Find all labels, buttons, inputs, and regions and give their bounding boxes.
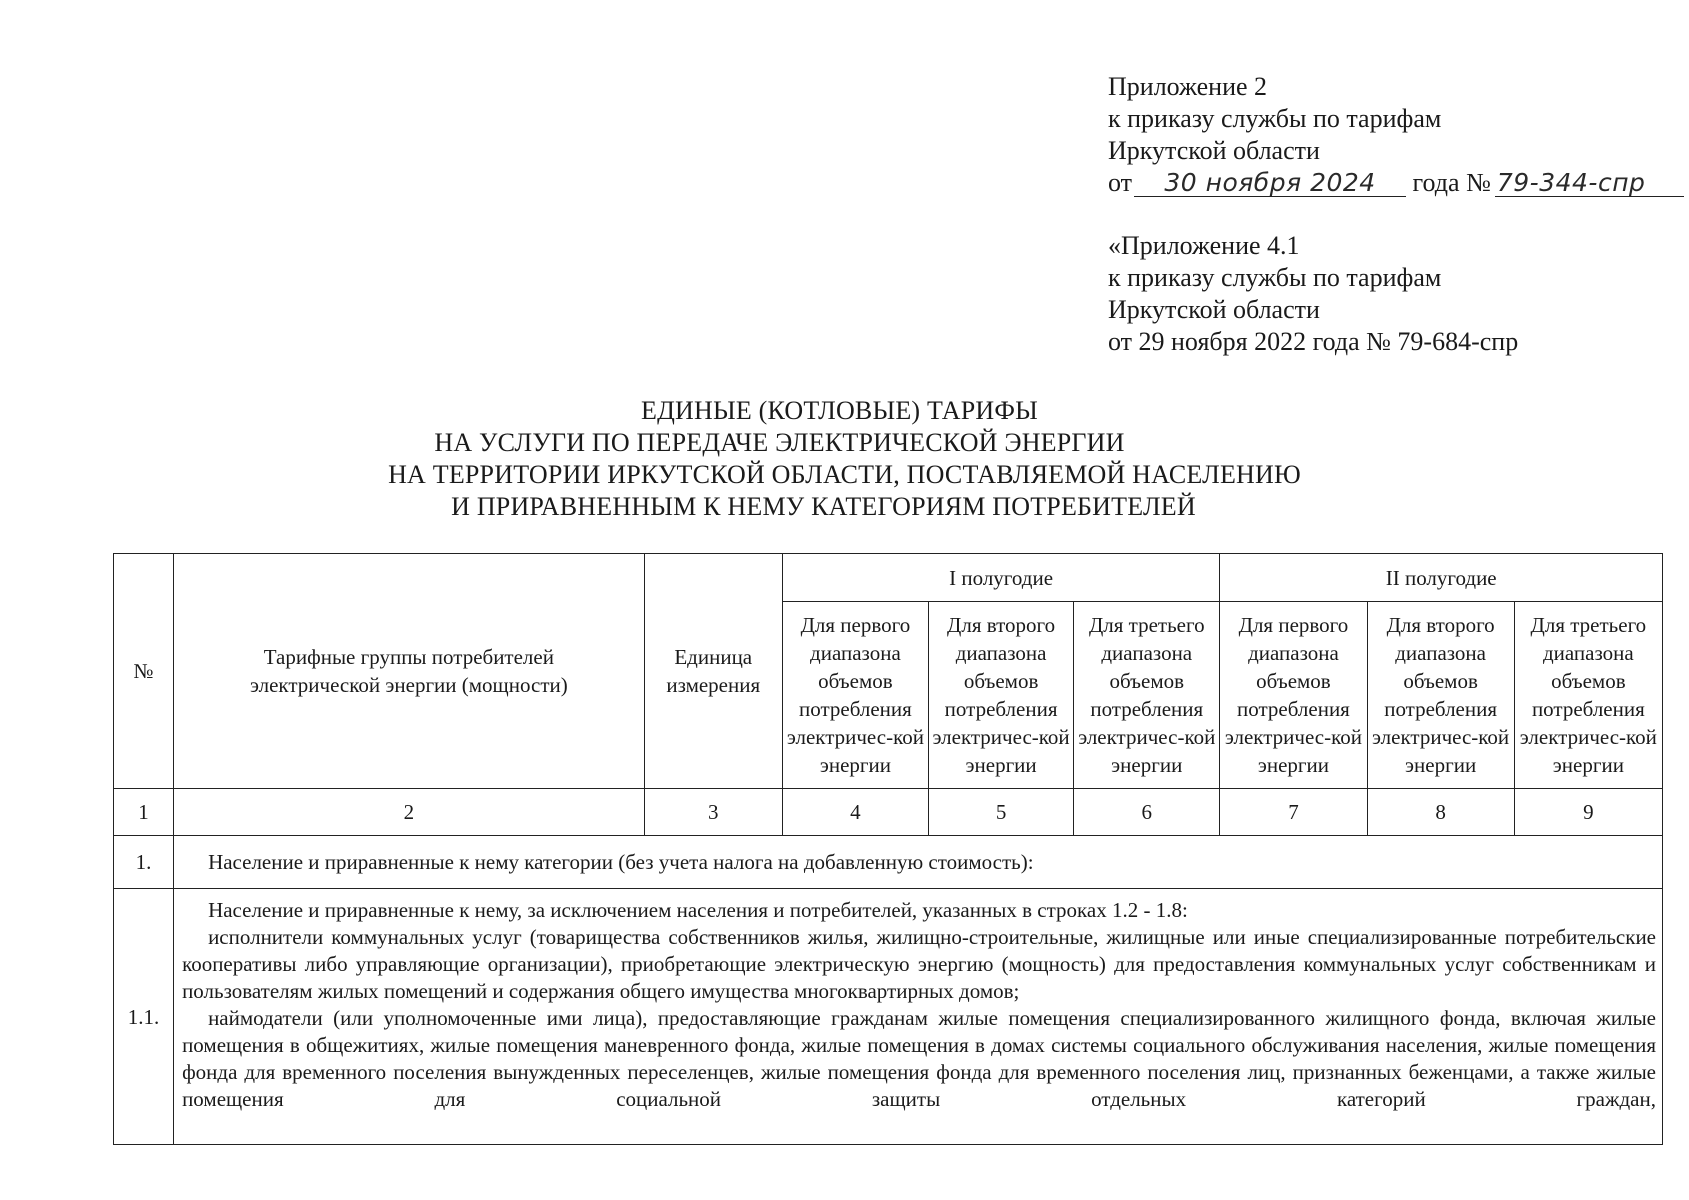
header-cell-h1-range-1: Для первого диапазона объемов потребления электричес-кой энергии (782, 602, 928, 789)
column-number: 2 (174, 789, 645, 836)
column-number: 9 (1514, 789, 1662, 836)
row-paragraph: наймодатели (или уполномоченные ими лица), предоставляющие гражданам жилые помещения специализированного жилищного фонда, включая жилые помещения в общежитиях, жилые помещения маневренного фонда, жилые помещения в домах системы социального обслуживания населения, жилые помещения фонда для временного поселения вынужденных переселенцев, жилые помещения фонда для временного поселения лиц, признанных беженцами, а также жилые помещения для социальной защиты отдельных категорий граждан, (182, 1006, 1656, 1111)
table-header-row-1 (114, 554, 1663, 602)
column-number: 7 (1220, 789, 1367, 836)
column-number: 3 (644, 789, 782, 836)
year-number-label: года № (1412, 168, 1491, 197)
header-cell-h1-range-3: Для третьего диапазона объемов потребления электричес-кой энергии (1074, 602, 1220, 789)
original-appendix-date: от 29 ноября 2022 года № 79-684-спр (1108, 327, 1519, 356)
row-paragraph: исполнители коммунальных услуг (товарищества собственников жилья, жилищно-строительные, жилищные или иные специализированные потребительские кооперативы либо управляющие организации), приобретающие электрическую энергию (мощность) для предоставления коммунальных услуг собственникам и пользователям жилых помещений и содержания общего имущества многоквартирных домов; (182, 925, 1656, 1003)
header-cell-groups: Тарифные группы потребителей электрической энергии (мощности) (174, 554, 645, 789)
header-cell-unit: Единица измерения (644, 554, 782, 789)
appendix-date-line (1108, 167, 1684, 199)
column-number: 4 (782, 789, 928, 836)
header-cell-h1-range-2: Для второго диапазона объемов потребления электричес-кой энергии (929, 602, 1074, 789)
appendix-region: Иркутской области (1108, 136, 1320, 165)
handwritten-order-number: 79-344-спр (1495, 170, 1684, 197)
header-cell-half-1: I полугодие (782, 554, 1220, 602)
row-number: 1.1. (114, 889, 174, 1145)
original-appendix-title: «Приложение 4.1 (1108, 231, 1300, 260)
row-number: 1. (114, 836, 174, 889)
header-cell-h2-range-2: Для второго диапазона объемов потребления электричес-кой энергии (1367, 602, 1514, 789)
row-description (174, 889, 1663, 1145)
title-line-1: ЕДИНЫЕ (КОТЛОВЫЕ) ТАРИФЫ (640, 396, 1039, 425)
appendix-title: Приложение 2 (1108, 72, 1268, 101)
header-cell-h2-range-3: Для третьего диапазона объемов потребления электричес-кой энергии (1514, 602, 1662, 789)
document-title (0, 395, 1689, 523)
appendix-header (1108, 71, 1684, 199)
title-line-4: И ПРИРАВНЕННЫМ К НЕМУ КАТЕГОРИЯМ ПОТРЕБИТЕЛЕЙ (451, 492, 1196, 521)
title-line-3: НА ТЕРРИТОРИИ ИРКУТСКОЙ ОБЛАСТИ, ПОСТАВЛЯЕМОЙ НАСЕЛЕНИЮ (388, 460, 1301, 489)
column-number: 8 (1367, 789, 1514, 836)
header-cell-h2-range-1: Для первого диапазона объемов потребления электричес-кой энергии (1220, 602, 1367, 789)
column-number: 1 (114, 789, 174, 836)
column-number-row (114, 789, 1663, 836)
handwritten-date: 30 ноября 2024 (1134, 170, 1406, 197)
table-row (114, 889, 1663, 1145)
header-cell-half-2: II полугодие (1220, 554, 1663, 602)
header-cell-no: № (114, 554, 174, 789)
column-number: 6 (1074, 789, 1220, 836)
original-appendix-order-ref: к приказу службы по тарифам (1108, 263, 1442, 292)
column-number: 5 (929, 789, 1074, 836)
row-paragraph: Население и приравненные к нему, за исключением населения и потребителей, указанных в строках 1.2 - 1.8: (208, 898, 1188, 922)
appendix-order-ref: к приказу службы по тарифам (1108, 104, 1442, 133)
title-line-2: НА УСЛУГИ ПО ПЕРЕДАЧЕ ЭЛЕКТРИЧЕСКОЙ ЭНЕРГИИ (434, 428, 1125, 457)
original-appendix-region: Иркутской области (1108, 295, 1320, 324)
table-row (114, 836, 1663, 889)
section-heading: Население и приравненные к нему категории (без учета налога на добавленную стоимость): (174, 836, 1663, 889)
date-prefix: от (1108, 168, 1133, 197)
original-appendix-header (1108, 230, 1518, 358)
tariff-table (113, 553, 1663, 1145)
